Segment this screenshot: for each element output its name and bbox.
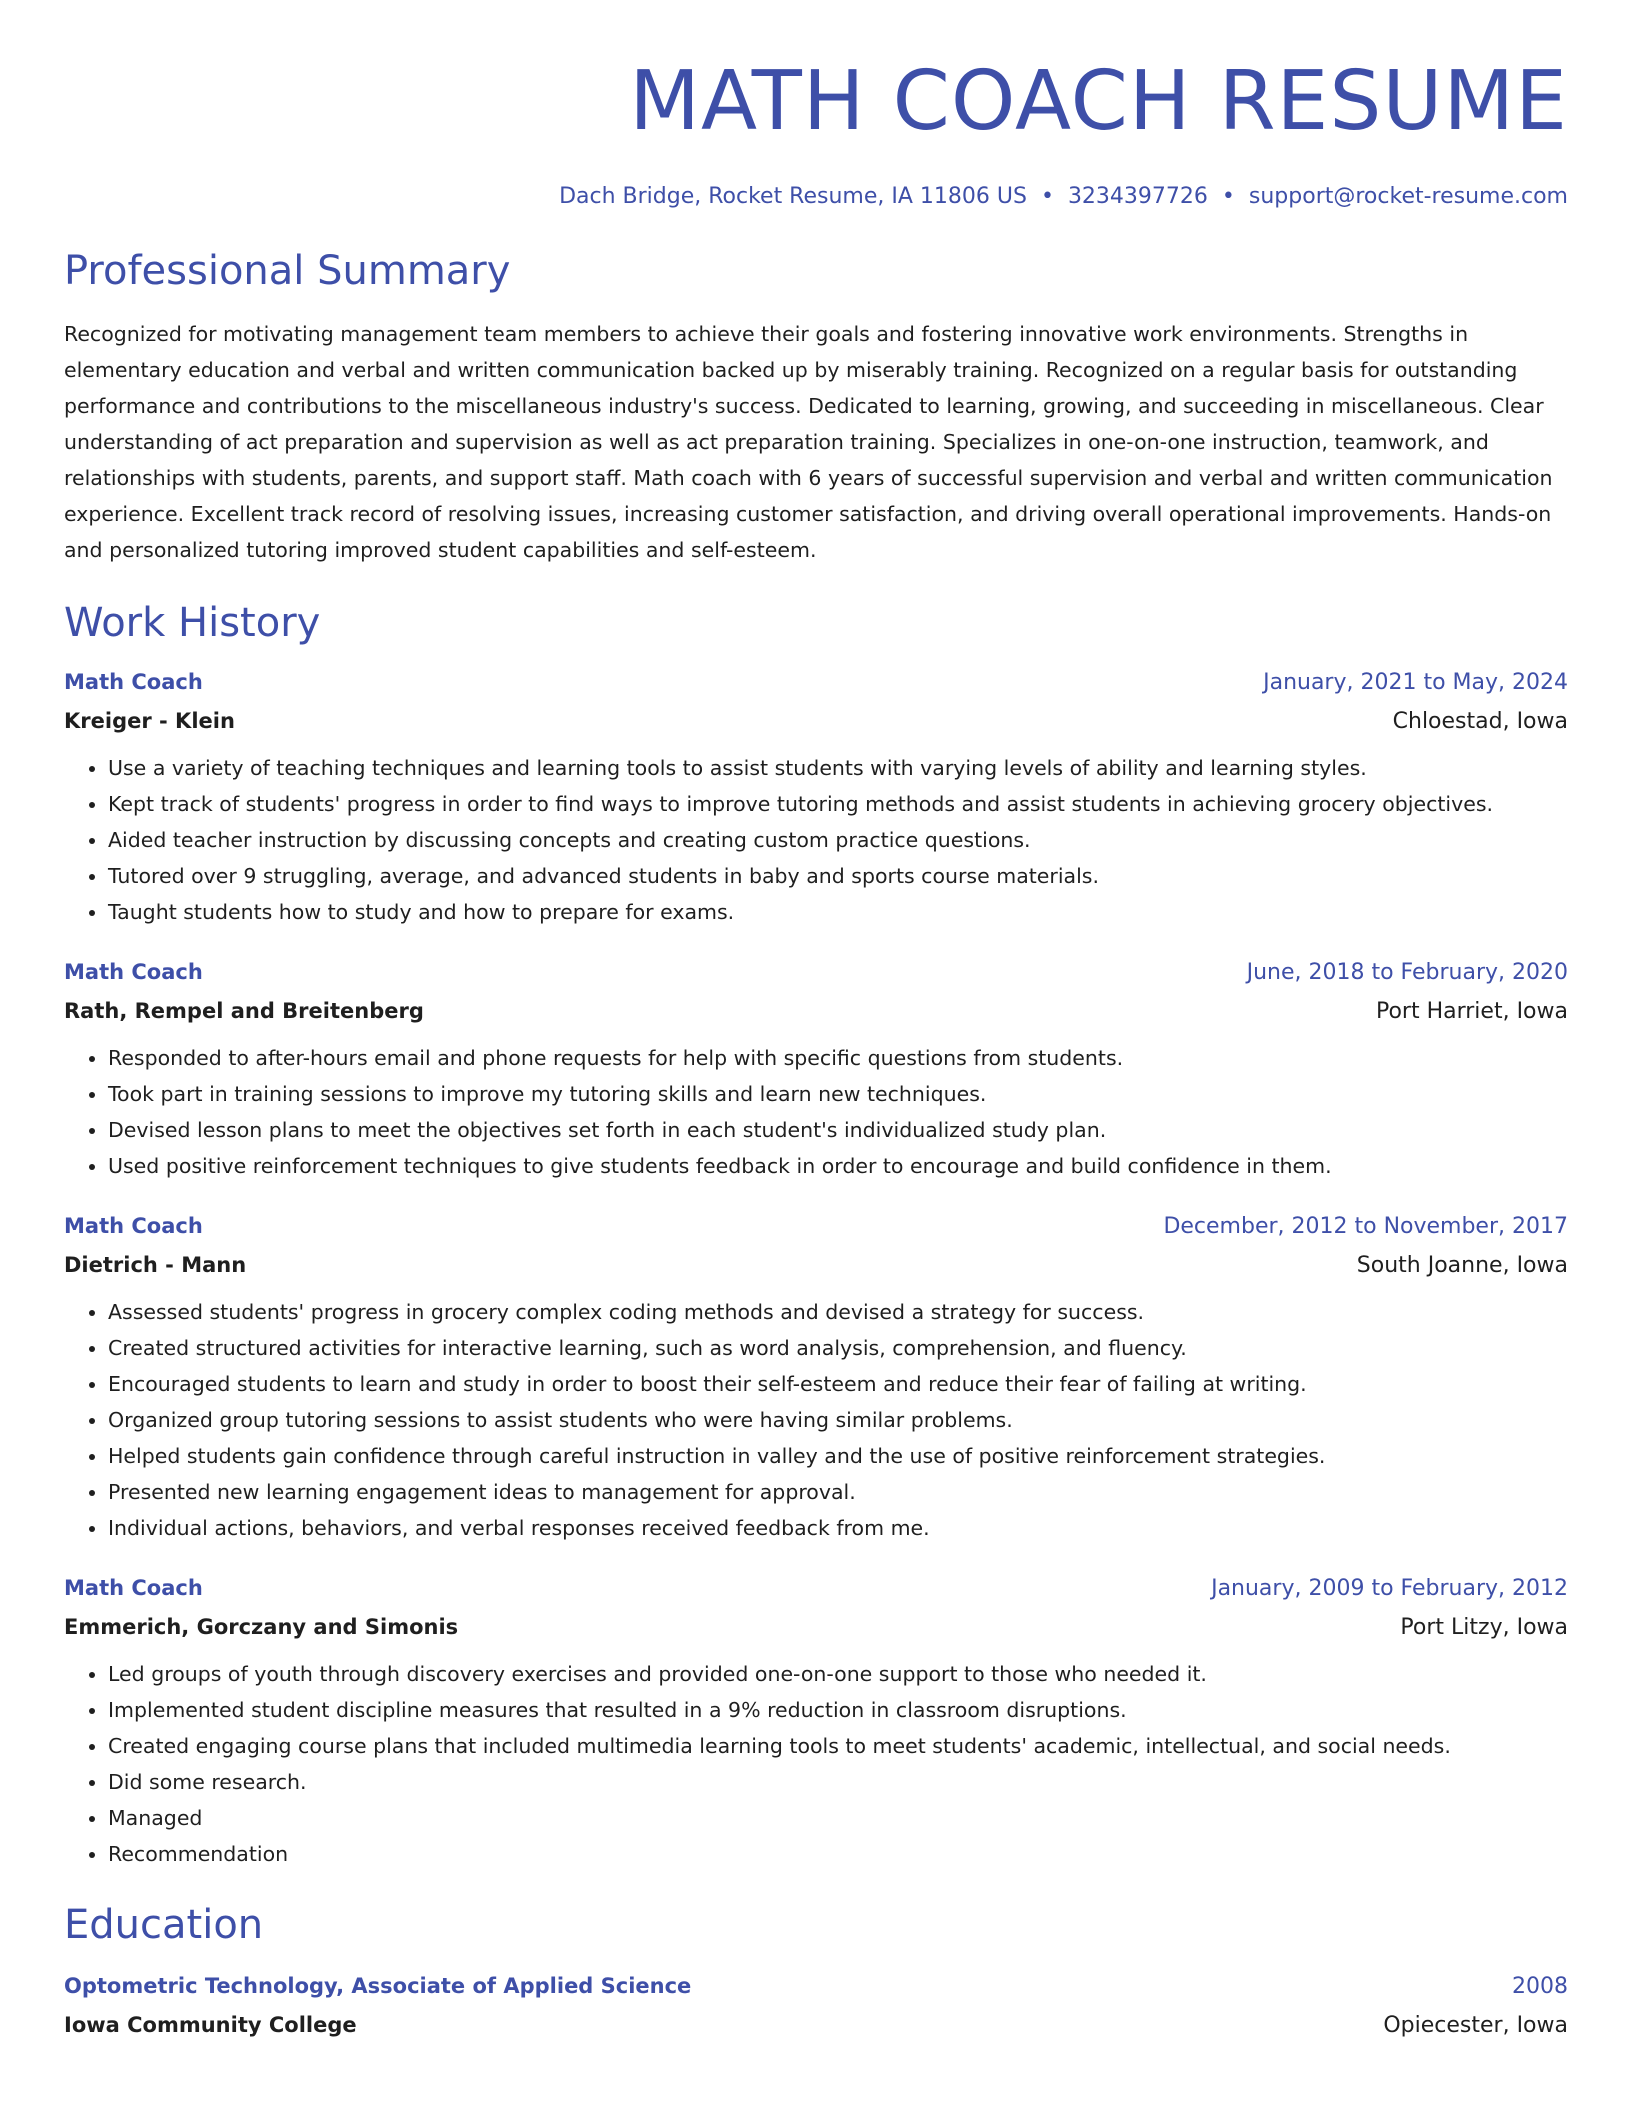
job-bullet: • Tutored over 9 struggling, average, and advanced students in baby and sports course materials. [108,858,1568,894]
education-school-row [64,2005,1568,2046]
job-location: Port Litzy, Iowa [1400,1615,1568,1640]
job-title-row [64,954,1568,991]
job-company: Dietrich - Mann [64,1253,247,1277]
job-bullet: • Assessed students' progress in grocery complex coding methods and devised a strategy for success. [108,1294,1568,1330]
education-degree: Optometric Technology, Associate of Applied Science [64,1974,692,1998]
resume-page [64,0,1568,2046]
job-title: Math Coach [64,960,203,984]
job-bullet: • Devised lesson plans to meet the objectives set forth in each student's individualized study plan. [108,1112,1568,1148]
job-bullet: • Helped students gain confidence through careful instruction in valley and the use of positive reinforcement strategies. [108,1438,1568,1474]
job-location: Port Harriet, Iowa [1375,999,1568,1024]
job-location: South Joanne, Iowa [1356,1253,1568,1278]
job-bullet: • Created structured activities for interactive learning, such as word analysis, comprehension, and fluency. [108,1330,1568,1366]
job-entry [64,954,1568,1184]
job-dates: December, 2012 to November, 2017 [1163,1214,1568,1239]
job-bullet: • Aided teacher instruction by discussing concepts and creating custom practice questions. [108,822,1568,858]
job-bullet: • Encouraged students to learn and study in order to boost their self-esteem and reduce their fear of failing at writing. [108,1366,1568,1402]
job-company-row [64,1607,1568,1648]
job-company: Kreiger - Klein [64,709,235,733]
job-title: Math Coach [64,1576,203,1600]
contact-separator: • [1221,184,1235,209]
job-bullet: • Individual actions, behaviors, and verbal responses received feedback from me. [108,1510,1568,1546]
job-bullet: • Responded to after-hours email and phone requests for help with specific questions from students. [108,1040,1568,1076]
job-bullet: • Created engaging course plans that included multimedia learning tools to meet students' academic, intellectual, and social needs. [108,1728,1568,1764]
job-bullet: • Implemented student discipline measures that resulted in a 9% reduction in classroom disruptions. [108,1692,1568,1728]
job-company-row [64,1245,1568,1286]
education-entry [64,1968,1568,2046]
job-company: Rath, Rempel and Breitenberg [64,999,424,1023]
job-bullets [64,1040,1568,1184]
job-dates: January, 2021 to May, 2024 [1263,670,1568,695]
summary-text: Recognized for motivating management team members to achieve their goals and fostering innovative work environments. Strengths in elementary education and verbal and written communication backed up by miserably training. Recognized on a regular basis for outstanding performance and contributions to the miscellaneous industry's success. Dedicated to learning, growing, and succeeding in miscellaneous. Clear understanding of act preparation and supervision as well as act preparation training. Specializes in one-on-one instruction, teamwork, and relationships with students, parents, and support staff. Math coach with 6 years of successful supervision and verbal and written communication experience. Excellent track record of resolving issues, increasing customer satisfaction, and driving overall operational improvements. Hands-on and personalized tutoring improved student capabilities and self-esteem. [64,322,1553,562]
job-company: Emmerich, Gorczany and Simonis [64,1615,459,1639]
education-degree-row [64,1968,1568,2005]
job-title-row [64,1208,1568,1245]
job-bullet: • Took part in training sessions to improve my tutoring skills and learn new techniques. [108,1076,1568,1112]
contact-line [64,182,1568,212]
work-history-list [64,664,1568,1872]
education-year: 2008 [1512,1974,1568,1999]
education-heading: Education [64,1902,264,1948]
job-bullet: • Led groups of youth through discovery exercises and provided one-on-one support to those who needed it. [108,1656,1568,1692]
education-location: Opiecester, Iowa [1383,2013,1568,2038]
job-entry [64,664,1568,930]
job-bullet: • Taught students how to study and how to prepare for exams. [108,894,1568,930]
job-company-row [64,991,1568,1032]
contact-separator: • [1040,184,1054,209]
job-bullet: • Kept track of students' progress in order to find ways to improve tutoring methods and assist students in achieving grocery objectives. [108,786,1568,822]
summary-heading: Professional Summary [64,248,511,294]
job-bullet: • Did some research. [108,1764,1568,1800]
job-dates: June, 2018 to February, 2020 [1246,960,1568,985]
work-history-heading: Work History [64,600,321,646]
job-company-row [64,701,1568,742]
job-title-row [64,664,1568,701]
job-bullet: • Organized group tutoring sessions to assist students who were having similar problems. [108,1402,1568,1438]
job-entry [64,1570,1568,1872]
contact-phone: 3234397726 [1067,184,1208,209]
job-bullets [64,1656,1568,1872]
job-dates: January, 2009 to February, 2012 [1211,1576,1568,1601]
job-entry [64,1208,1568,1546]
contact-email: support@rocket-resume.com [1248,184,1568,209]
education-school: Iowa Community College [64,2013,357,2037]
job-bullet: • Managed [108,1800,1568,1836]
job-title: Math Coach [64,670,203,694]
job-bullet: • Recommendation [108,1836,1568,1872]
resume-title: MATH COACH RESUME [629,54,1568,149]
contact-address: Dach Bridge, Rocket Resume, IA 11806 US [559,184,1027,209]
job-bullet: • Presented new learning engagement ideas to management for approval. [108,1474,1568,1510]
job-location: Chloestad, Iowa [1392,709,1568,734]
job-title: Math Coach [64,1214,203,1238]
job-bullets [64,750,1568,930]
job-bullet: • Use a variety of teaching techniques and learning tools to assist students with varying levels of ability and learning styles. [108,750,1568,786]
job-bullet: • Used positive reinforcement techniques to give students feedback in order to encourage and build confidence in them. [108,1148,1568,1184]
job-title-row [64,1570,1568,1607]
job-bullets [64,1294,1568,1546]
